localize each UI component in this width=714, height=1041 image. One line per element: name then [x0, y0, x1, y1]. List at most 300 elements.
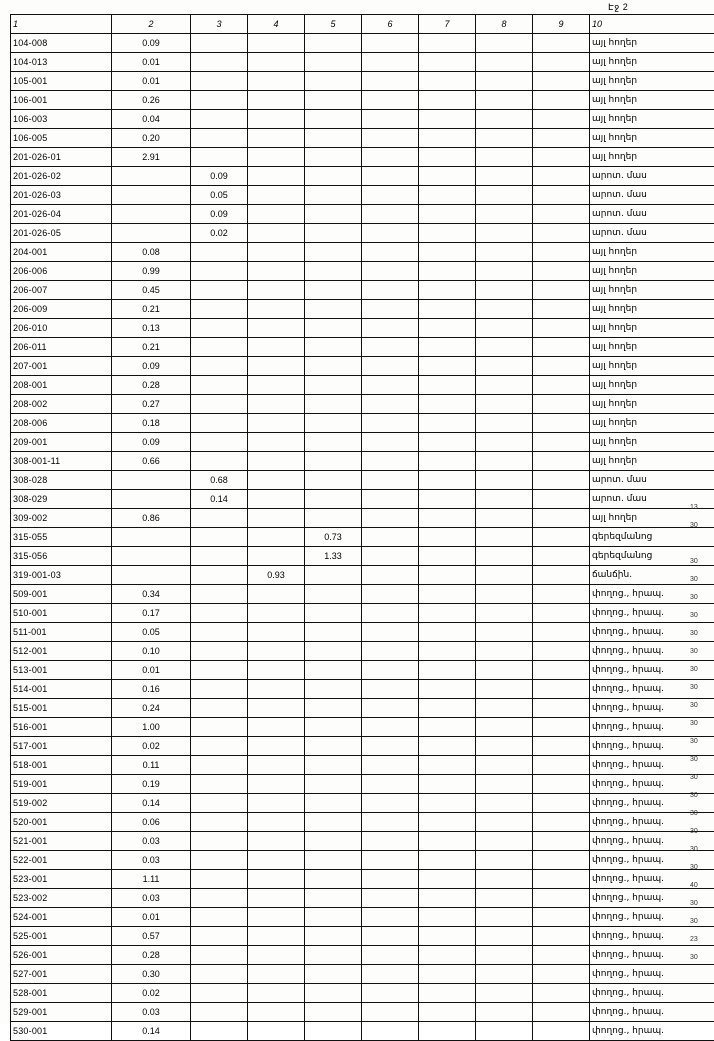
cell-col2: 0.26 [112, 91, 191, 110]
cell-code: 206-011 [11, 338, 112, 357]
cell-col5 [305, 205, 362, 224]
cell-col6 [362, 262, 419, 281]
cell-col2: 0.24 [112, 699, 191, 718]
row-margin-note: 30 [690, 576, 698, 583]
cell-col2: 0.13 [112, 319, 191, 338]
cell-code: 519-002 [11, 794, 112, 813]
cell-col4 [248, 528, 305, 547]
cell-col9 [533, 395, 590, 414]
cell-col10: փողոց., հրապ. [590, 680, 714, 699]
cell-col3 [191, 946, 248, 965]
table-row [11, 756, 714, 775]
table-row [11, 718, 714, 737]
cell-col3 [191, 129, 248, 148]
table-row [11, 300, 714, 319]
cell-col8 [476, 376, 533, 395]
cell-col10: այլ հողեր [590, 53, 714, 72]
cell-col7 [419, 357, 476, 376]
cell-col10: փողոց., հրապ. [590, 813, 714, 832]
cell-col7 [419, 851, 476, 870]
cell-col9 [533, 585, 590, 604]
cell-col4 [248, 91, 305, 110]
table-row [11, 110, 714, 129]
cell-col3 [191, 1003, 248, 1022]
row-margin-note: 30 [690, 954, 698, 961]
cell-col2: 0.10 [112, 642, 191, 661]
cell-col2: 1.11 [112, 870, 191, 889]
cell-col6 [362, 737, 419, 756]
table-row [11, 490, 714, 509]
cell-code: 206-007 [11, 281, 112, 300]
table-row [11, 528, 714, 547]
cell-code: 524-001 [11, 908, 112, 927]
table-row [11, 642, 714, 661]
cell-col3 [191, 547, 248, 566]
cell-col5 [305, 224, 362, 243]
cell-col8 [476, 509, 533, 528]
cell-col10: փողոց., հրապ. [590, 775, 714, 794]
cell-col9 [533, 756, 590, 775]
cell-col10: այլ հողեր [590, 129, 714, 148]
cell-col8 [476, 243, 533, 262]
cell-code: 208-002 [11, 395, 112, 414]
cell-code: 106-003 [11, 110, 112, 129]
cell-col3 [191, 927, 248, 946]
cell-col8 [476, 984, 533, 1003]
cell-col9 [533, 129, 590, 148]
cell-col10: փողոց., հրապ. [590, 870, 714, 889]
cell-col5 [305, 946, 362, 965]
table-row [11, 243, 714, 262]
cell-col2: 0.01 [112, 53, 191, 72]
table-row [11, 585, 714, 604]
table-row [11, 547, 714, 566]
cell-col2: 0.01 [112, 908, 191, 927]
cell-col6 [362, 91, 419, 110]
cell-col5 [305, 281, 362, 300]
cell-col2: 0.14 [112, 794, 191, 813]
cell-col9 [533, 262, 590, 281]
table-row [11, 813, 714, 832]
cell-col3 [191, 889, 248, 908]
cell-code: 204-001 [11, 243, 112, 262]
cell-col9 [533, 680, 590, 699]
cell-col5 [305, 661, 362, 680]
cell-col6 [362, 148, 419, 167]
cell-col10: այլ հողեր [590, 148, 714, 167]
cell-col3 [191, 414, 248, 433]
cell-col2: 0.34 [112, 585, 191, 604]
cell-col3 [191, 53, 248, 72]
cell-col3 [191, 281, 248, 300]
cell-col6 [362, 224, 419, 243]
cell-col9 [533, 566, 590, 585]
cell-col9 [533, 927, 590, 946]
table-row [11, 34, 714, 53]
cell-col3 [191, 338, 248, 357]
cell-col10: արոտ. մաս [590, 224, 714, 243]
cell-col10: փողոց., հրապ. [590, 1022, 714, 1041]
cell-col5 [305, 186, 362, 205]
table-row [11, 1022, 714, 1041]
table-row [11, 965, 714, 984]
cell-code: 308-028 [11, 471, 112, 490]
cell-col6 [362, 661, 419, 680]
cell-code: 206-006 [11, 262, 112, 281]
cell-col5 [305, 1003, 362, 1022]
cell-code: 207-001 [11, 357, 112, 376]
cell-col6 [362, 756, 419, 775]
table-row [11, 984, 714, 1003]
cell-col9 [533, 965, 590, 984]
cell-col9 [533, 186, 590, 205]
cell-col2: 2.91 [112, 148, 191, 167]
cell-col8 [476, 281, 533, 300]
cell-col4 [248, 661, 305, 680]
row-margin-note: 30 [690, 756, 698, 763]
cell-col7 [419, 775, 476, 794]
cell-col6 [362, 699, 419, 718]
row-margin-note: 30 [690, 558, 698, 565]
cell-col2: 0.19 [112, 775, 191, 794]
cell-col4 [248, 718, 305, 737]
page-label: Էջ 2 [608, 2, 628, 13]
cell-col9 [533, 471, 590, 490]
cell-col6 [362, 167, 419, 186]
cell-col7 [419, 1022, 476, 1041]
cell-col5 [305, 889, 362, 908]
cell-col10: փողոց., հրապ. [590, 889, 714, 908]
table-row [11, 566, 714, 585]
cell-col3 [191, 395, 248, 414]
cell-col9 [533, 813, 590, 832]
cell-col3: 0.09 [191, 167, 248, 186]
cell-col7 [419, 319, 476, 338]
cell-col6 [362, 965, 419, 984]
table-row [11, 509, 714, 528]
cell-col8 [476, 300, 533, 319]
cell-col7 [419, 889, 476, 908]
table-row [11, 851, 714, 870]
cell-col10: այլ հողեր [590, 395, 714, 414]
cell-col8 [476, 53, 533, 72]
cell-col4 [248, 509, 305, 528]
cell-code: 513-001 [11, 661, 112, 680]
cell-col8 [476, 91, 533, 110]
cell-col6 [362, 623, 419, 642]
cell-col10: այլ հողեր [590, 281, 714, 300]
cell-col2: 0.28 [112, 376, 191, 395]
cell-code: 308-001-11 [11, 452, 112, 471]
cell-col8 [476, 167, 533, 186]
cell-col2: 0.30 [112, 965, 191, 984]
cell-col2 [112, 528, 191, 547]
cell-col3 [191, 794, 248, 813]
cell-col8 [476, 585, 533, 604]
table-row [11, 395, 714, 414]
cell-col8 [476, 908, 533, 927]
cell-col3 [191, 433, 248, 452]
cell-code: 522-001 [11, 851, 112, 870]
cell-code: 520-001 [11, 813, 112, 832]
cell-col9 [533, 300, 590, 319]
cell-code: 518-001 [11, 756, 112, 775]
cell-code: 206-010 [11, 319, 112, 338]
cell-col8 [476, 72, 533, 91]
cell-code: 309-002 [11, 509, 112, 528]
cell-col4 [248, 756, 305, 775]
cell-col5 [305, 965, 362, 984]
cell-col3 [191, 91, 248, 110]
cell-col6 [362, 642, 419, 661]
cell-code: 517-001 [11, 737, 112, 756]
cell-col10: արոտ. մաս [590, 490, 714, 509]
cell-col2: 0.05 [112, 623, 191, 642]
column-header-7: 7 [419, 15, 476, 34]
cell-col10: փողոց., հրապ. [590, 908, 714, 927]
cell-col6 [362, 585, 419, 604]
cell-col2 [112, 224, 191, 243]
cell-col9 [533, 243, 590, 262]
cell-col7 [419, 490, 476, 509]
cell-col5: 1.33 [305, 547, 362, 566]
cell-col5 [305, 91, 362, 110]
row-margin-note: 30 [690, 648, 698, 655]
cell-col4 [248, 851, 305, 870]
cell-col9 [533, 509, 590, 528]
cell-col9 [533, 984, 590, 1003]
table-row [11, 889, 714, 908]
row-margin-note: 30 [690, 774, 698, 781]
column-header-3: 3 [191, 15, 248, 34]
cell-col9 [533, 319, 590, 338]
cell-col3: 0.68 [191, 471, 248, 490]
cell-col4 [248, 319, 305, 338]
table-row [11, 148, 714, 167]
cell-col4 [248, 889, 305, 908]
cell-col6 [362, 889, 419, 908]
cell-col2: 0.20 [112, 129, 191, 148]
cell-col6 [362, 471, 419, 490]
table-row [11, 908, 714, 927]
cell-col10: փողոց., հրապ. [590, 756, 714, 775]
row-margin-note: 40 [690, 882, 698, 889]
cell-col10: փողոց., հրապ. [590, 737, 714, 756]
cell-col7 [419, 661, 476, 680]
cell-col5 [305, 1022, 362, 1041]
cell-col3 [191, 832, 248, 851]
row-margin-note: 30 [690, 900, 698, 907]
cell-col3 [191, 984, 248, 1003]
cell-code: 209-001 [11, 433, 112, 452]
cell-col7 [419, 167, 476, 186]
cell-col5 [305, 262, 362, 281]
cell-col8 [476, 338, 533, 357]
cell-col9 [533, 851, 590, 870]
cell-col10: փողոց., հրապ. [590, 642, 714, 661]
cell-col9 [533, 699, 590, 718]
cell-col3 [191, 680, 248, 699]
cell-col4 [248, 53, 305, 72]
cell-col8 [476, 927, 533, 946]
cell-col8 [476, 547, 533, 566]
cell-col6 [362, 338, 419, 357]
cell-code: 105-001 [11, 72, 112, 91]
cell-col10: այլ հողեր [590, 433, 714, 452]
cell-col5 [305, 471, 362, 490]
cell-col2: 0.21 [112, 338, 191, 357]
cell-col5 [305, 813, 362, 832]
cell-col8 [476, 490, 533, 509]
table-row [11, 319, 714, 338]
cell-col2: 0.66 [112, 452, 191, 471]
table-header [11, 15, 714, 34]
cell-col6 [362, 490, 419, 509]
cell-col3 [191, 300, 248, 319]
cell-col10: փողոց., հրապ. [590, 661, 714, 680]
cell-col9 [533, 528, 590, 547]
cell-col8 [476, 832, 533, 851]
cell-col6 [362, 851, 419, 870]
cell-col2: 0.03 [112, 889, 191, 908]
cell-col2: 0.08 [112, 243, 191, 262]
cell-col7 [419, 623, 476, 642]
cell-col9 [533, 205, 590, 224]
cell-code: 201-026-05 [11, 224, 112, 243]
cell-col2: 0.09 [112, 34, 191, 53]
cell-col5 [305, 53, 362, 72]
cell-col5: 0.73 [305, 528, 362, 547]
cell-col3 [191, 756, 248, 775]
cell-col3 [191, 604, 248, 623]
cell-col6 [362, 414, 419, 433]
cell-col2: 0.11 [112, 756, 191, 775]
cell-col2: 0.02 [112, 984, 191, 1003]
cell-col3 [191, 262, 248, 281]
cell-col10: այլ հողեր [590, 34, 714, 53]
cell-col8 [476, 528, 533, 547]
cell-col4 [248, 281, 305, 300]
cell-col2 [112, 167, 191, 186]
cell-col9 [533, 1003, 590, 1022]
cell-col10: այլ հողեր [590, 319, 714, 338]
cell-col5 [305, 34, 362, 53]
cell-col3 [191, 965, 248, 984]
table-row [11, 870, 714, 889]
cell-col5 [305, 509, 362, 528]
cell-col6 [362, 357, 419, 376]
cell-col8 [476, 452, 533, 471]
cell-col4 [248, 129, 305, 148]
cell-col5 [305, 300, 362, 319]
cell-col7 [419, 547, 476, 566]
cell-col7 [419, 414, 476, 433]
cell-col4 [248, 490, 305, 509]
cell-col9 [533, 148, 590, 167]
cell-col4 [248, 699, 305, 718]
cell-col5 [305, 129, 362, 148]
cell-col4 [248, 813, 305, 832]
cell-col5 [305, 243, 362, 262]
cell-code: 527-001 [11, 965, 112, 984]
cell-col7 [419, 53, 476, 72]
table-row [11, 262, 714, 281]
cell-col3 [191, 110, 248, 129]
cell-col7 [419, 699, 476, 718]
cell-col4 [248, 832, 305, 851]
cell-col8 [476, 794, 533, 813]
column-header-5: 5 [305, 15, 362, 34]
cell-col7 [419, 870, 476, 889]
cell-col8 [476, 1022, 533, 1041]
cell-col3 [191, 376, 248, 395]
cell-col6 [362, 53, 419, 72]
cell-col9 [533, 452, 590, 471]
cell-col3 [191, 34, 248, 53]
cell-col2: 0.14 [112, 1022, 191, 1041]
row-margin-note: 30 [690, 738, 698, 745]
cell-col7 [419, 72, 476, 91]
cell-col2: 0.06 [112, 813, 191, 832]
cell-col9 [533, 167, 590, 186]
cell-code: 530-001 [11, 1022, 112, 1041]
cell-code: 512-001 [11, 642, 112, 661]
cell-code: 308-029 [11, 490, 112, 509]
table-row [11, 832, 714, 851]
cell-col5 [305, 357, 362, 376]
cell-col9 [533, 414, 590, 433]
cell-col7 [419, 927, 476, 946]
cell-col7 [419, 129, 476, 148]
cell-col8 [476, 642, 533, 661]
cell-col9 [533, 775, 590, 794]
cell-col3 [191, 1022, 248, 1041]
cell-col7 [419, 452, 476, 471]
cell-col5 [305, 319, 362, 338]
table-row [11, 604, 714, 623]
cell-col9 [533, 357, 590, 376]
column-header-10: 10 [590, 15, 714, 34]
cell-col2 [112, 566, 191, 585]
cell-col10: այլ հողեր [590, 300, 714, 319]
row-margin-note: 30 [690, 702, 698, 709]
cell-col5 [305, 433, 362, 452]
cell-col9 [533, 281, 590, 300]
cell-col10: գերեզմանոց [590, 528, 714, 547]
cell-col8 [476, 433, 533, 452]
cell-col5 [305, 832, 362, 851]
cell-col2: 0.03 [112, 851, 191, 870]
cell-col7 [419, 395, 476, 414]
cell-col6 [362, 946, 419, 965]
cell-code: 526-001 [11, 946, 112, 965]
cell-col8 [476, 870, 533, 889]
cell-col7 [419, 509, 476, 528]
table-row [11, 927, 714, 946]
cell-col5 [305, 167, 362, 186]
cell-col2: 0.04 [112, 110, 191, 129]
cell-col5 [305, 376, 362, 395]
cell-col10: փողոց., հրապ. [590, 965, 714, 984]
cell-col2 [112, 490, 191, 509]
cell-col7 [419, 737, 476, 756]
cell-col5 [305, 490, 362, 509]
cell-col2: 0.16 [112, 680, 191, 699]
cell-col5 [305, 699, 362, 718]
cell-col4 [248, 34, 305, 53]
cell-col8 [476, 699, 533, 718]
cell-col5 [305, 737, 362, 756]
